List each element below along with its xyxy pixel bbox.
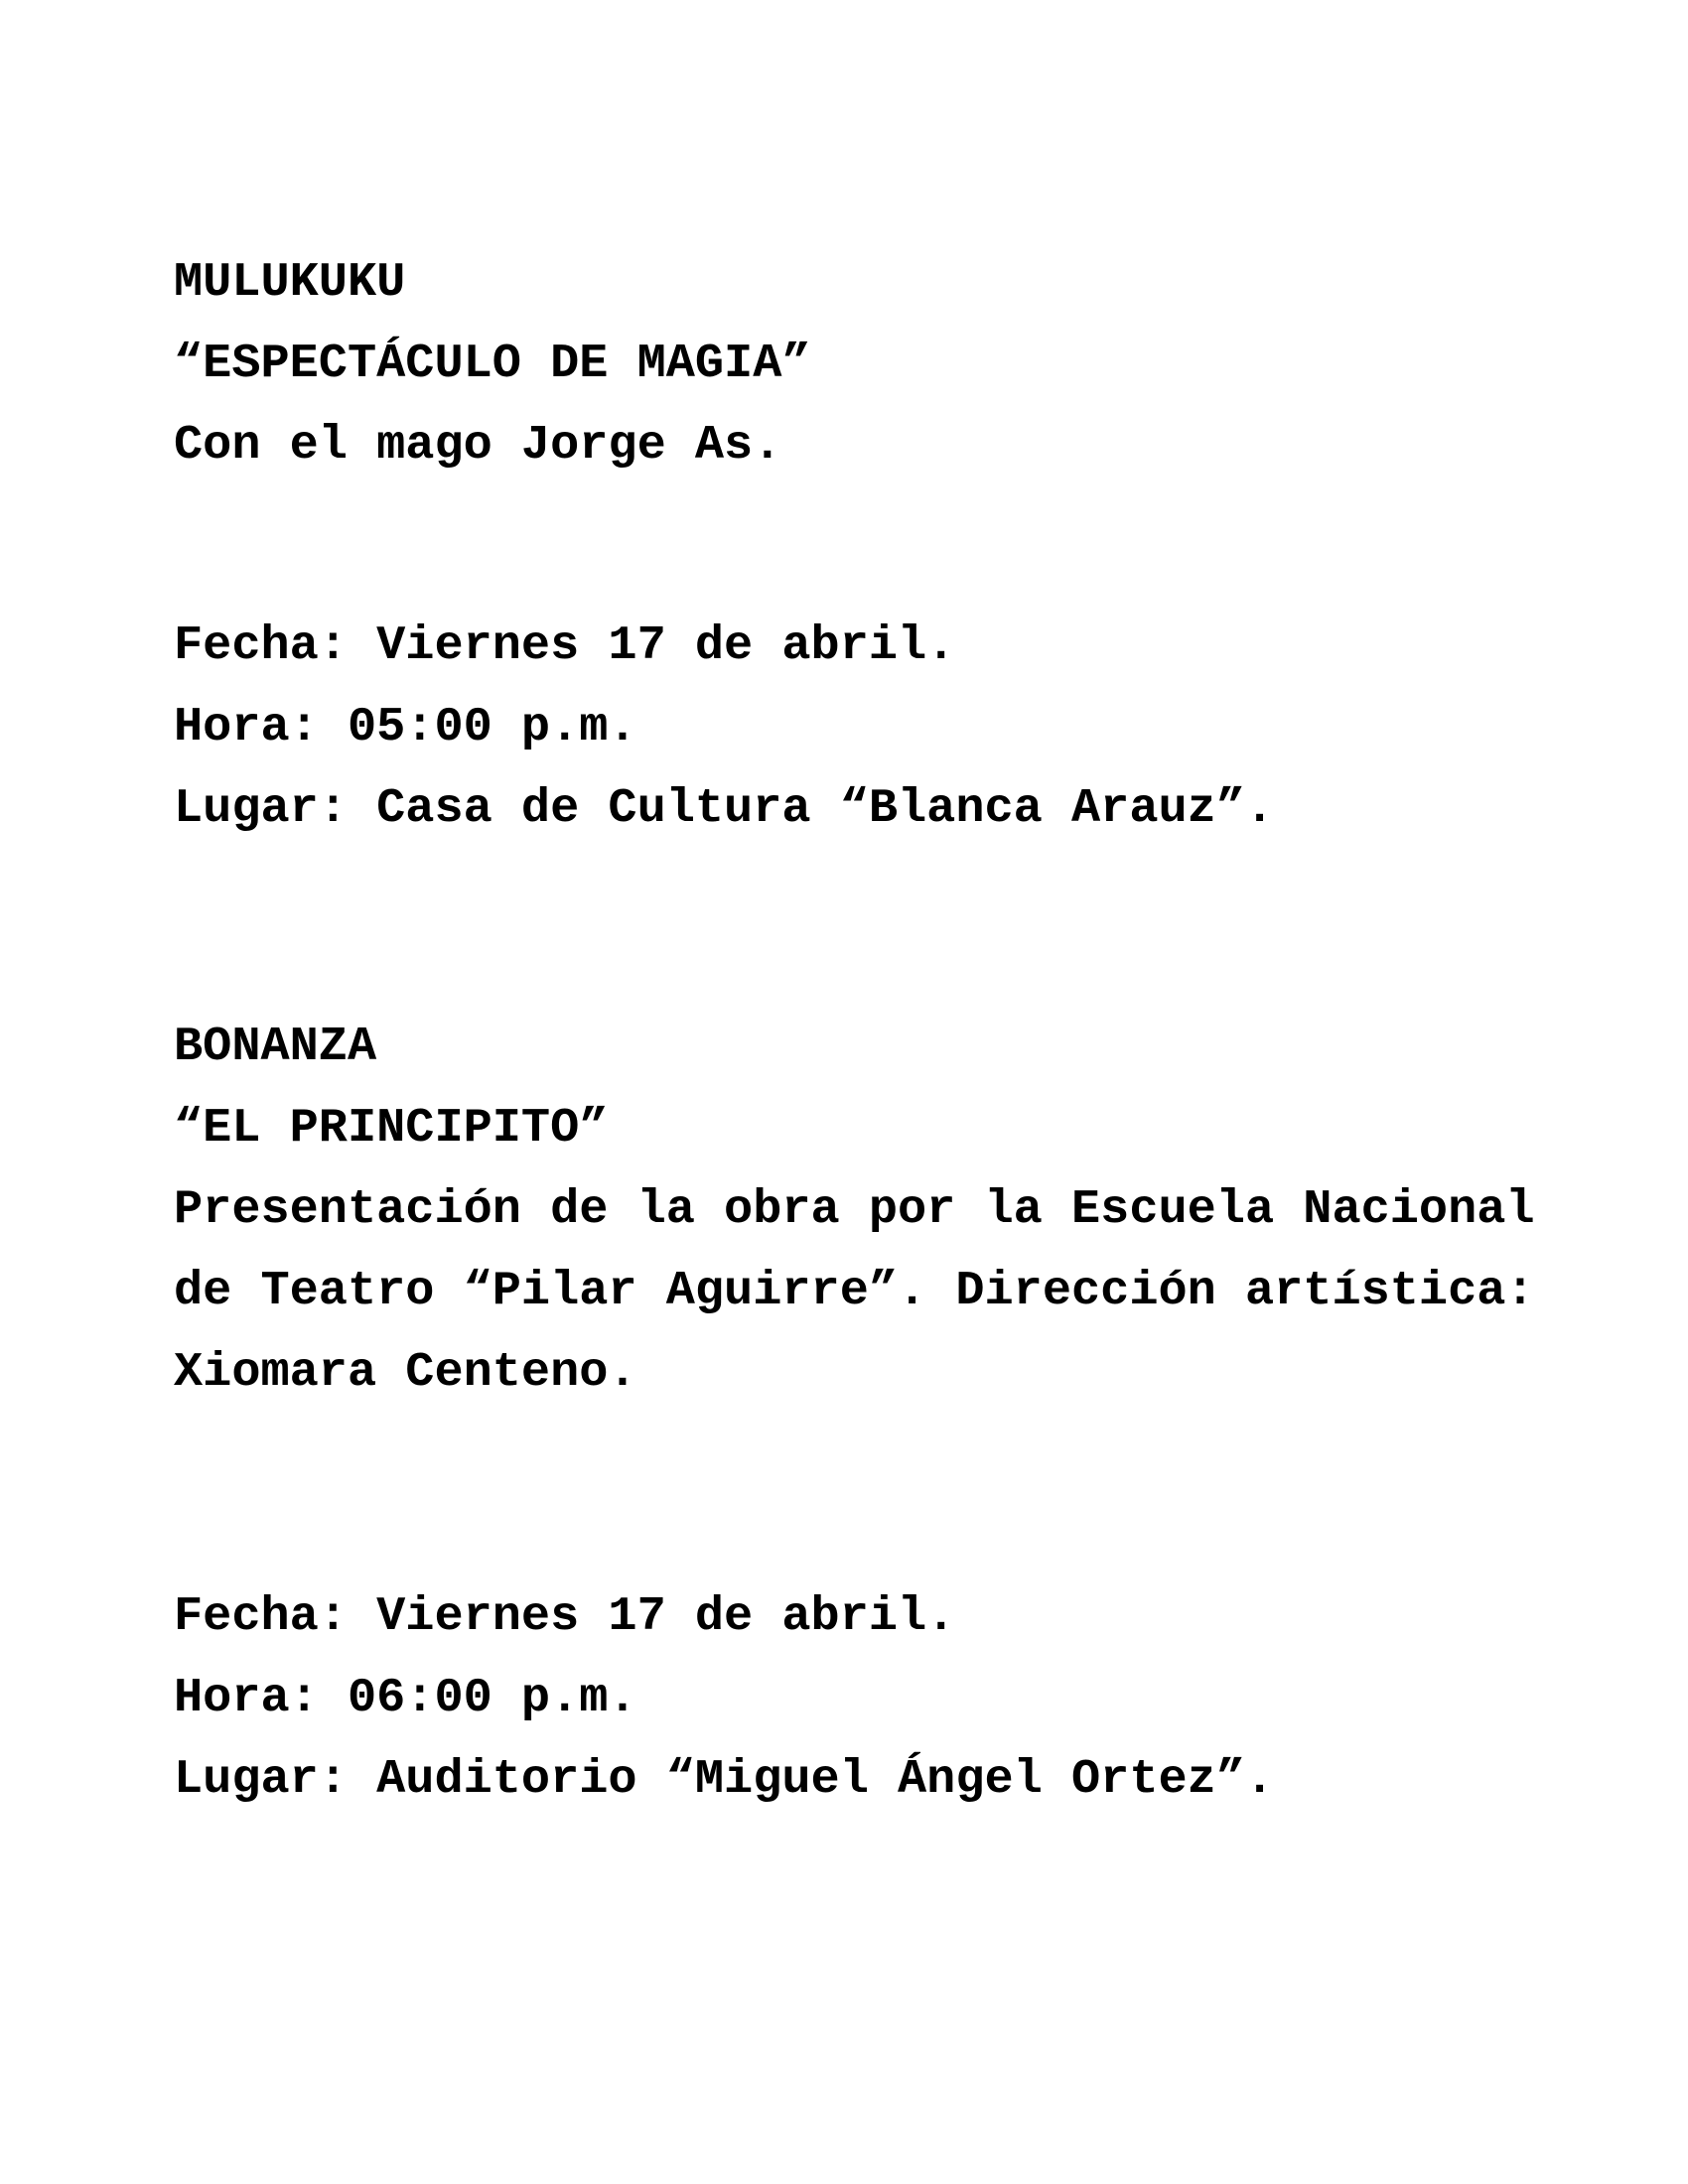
event-1-venue: Lugar: Casa de Cultura “Blanca Arauz”. xyxy=(174,781,1275,836)
event-2-time: Hora: 06:00 p.m. xyxy=(174,1671,637,1725)
event-1-description-line: Con el mago Jorge As. xyxy=(174,418,782,473)
event-1-date: Fecha: Viernes 17 de abril. xyxy=(174,618,956,673)
event-1-place: MULUKUKU xyxy=(174,255,406,310)
event-2-place: BONANZA xyxy=(174,1020,377,1074)
event-2-details xyxy=(174,1576,1564,1821)
event-1-details xyxy=(174,606,1564,850)
event-1-title: “ESPECTÁCULO DE MAGIA” xyxy=(174,337,811,391)
event-2-header xyxy=(174,1007,1564,1414)
event-2-description-line: Xiomara Centeno. xyxy=(174,1345,637,1400)
event-2-date: Fecha: Viernes 17 de abril. xyxy=(174,1589,956,1644)
event-2-venue: Lugar: Auditorio “Miguel Ángel Ortez”. xyxy=(174,1752,1275,1807)
event-2-title: “EL PRINCIPITO” xyxy=(174,1101,609,1156)
event-2-description-line: de Teatro “Pilar Aguirre”. Dirección artística: xyxy=(174,1264,1535,1318)
event-1-time: Hora: 05:00 p.m. xyxy=(174,700,637,754)
event-1-header xyxy=(174,242,1564,486)
event-2-description-line: Presentación de la obra por la Escuela Nacional xyxy=(174,1182,1535,1237)
